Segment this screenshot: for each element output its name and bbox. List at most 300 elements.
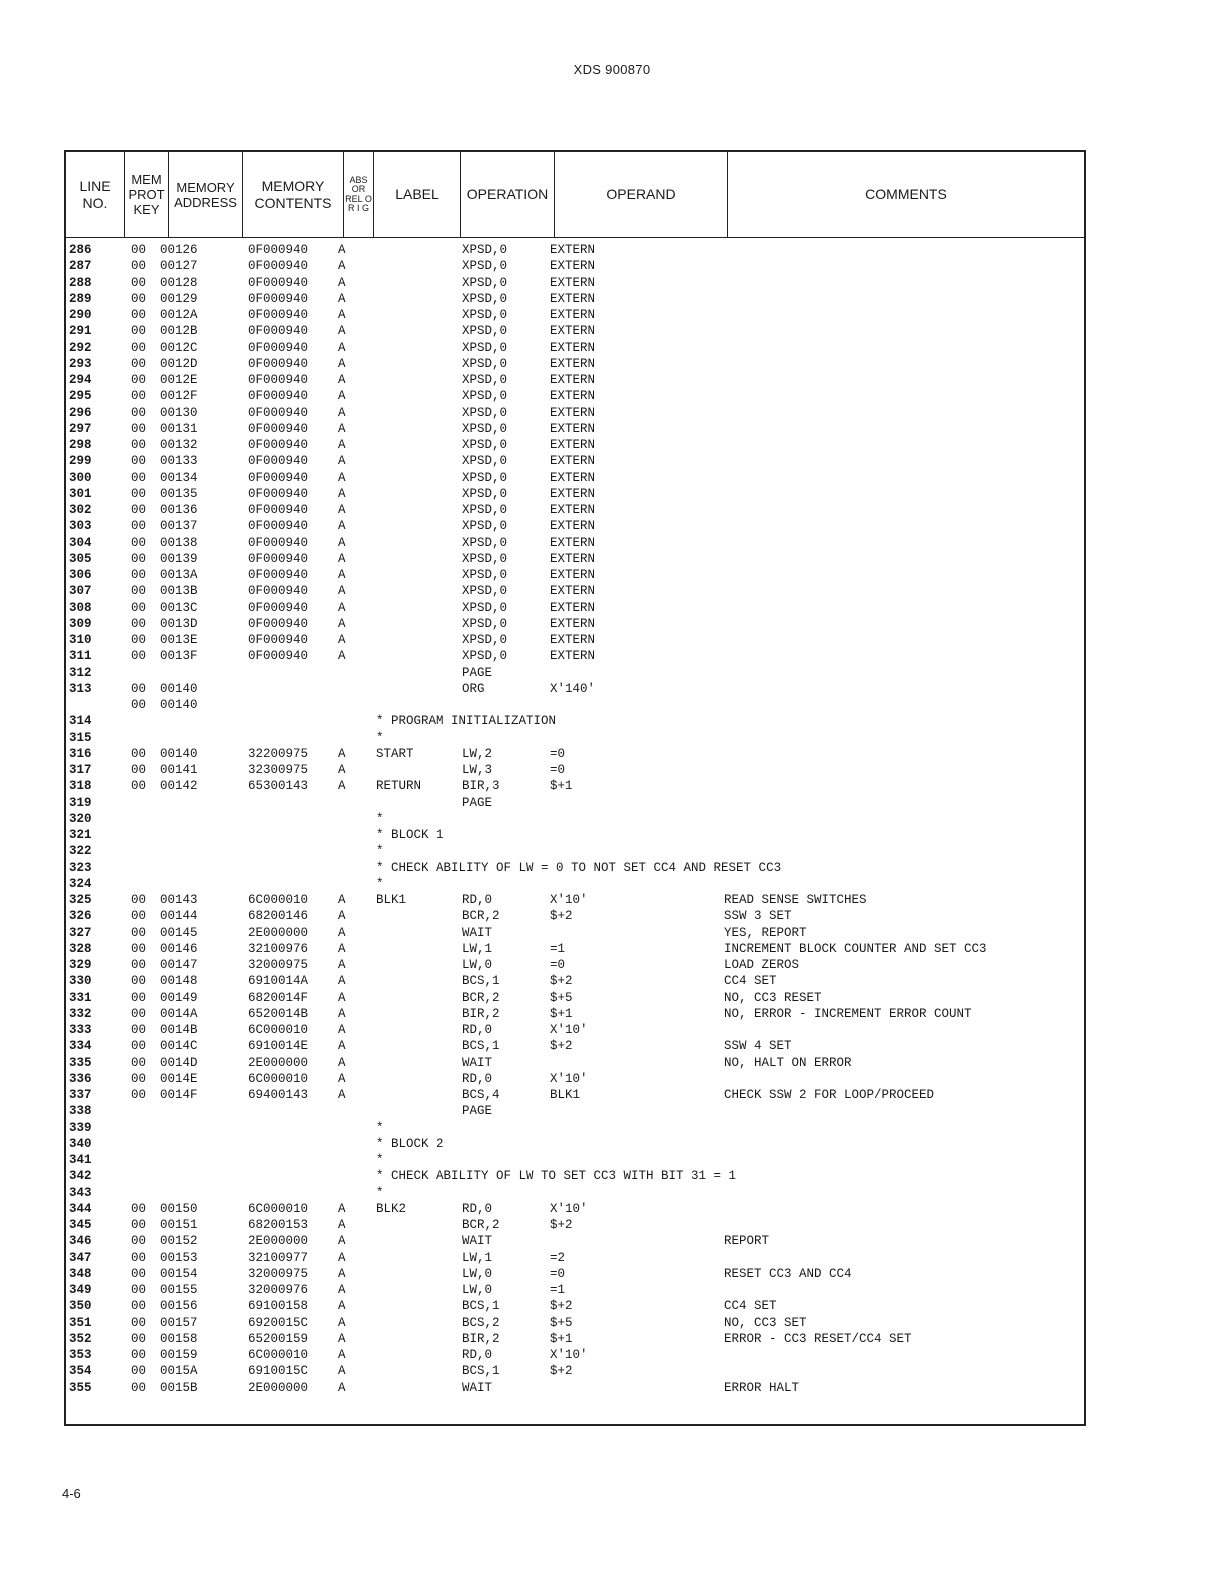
line-number: 350 — [69, 1299, 92, 1314]
comment-cell: ERROR - CC3 RESET/CC4 SET — [724, 1331, 912, 1346]
memory-address: 0015B — [160, 1380, 198, 1395]
comment-cell: CC4 SET — [724, 1299, 777, 1314]
mem-prot-key: 00 — [131, 308, 147, 322]
memory-address: 00154 — [160, 1266, 198, 1281]
operand-cell: =0 — [550, 958, 566, 972]
operation-cell: XPSD,0 — [462, 405, 508, 420]
operation-cell: BCS,4 — [462, 1088, 500, 1102]
memory-address: 0014C — [160, 1039, 198, 1054]
comment-cell: RESET CC3 AND CC4 — [724, 1266, 852, 1281]
table-row — [66, 713, 1084, 729]
abs-rel-flag: A — [338, 308, 346, 322]
memory-contents: 0F000940 — [248, 649, 309, 664]
document-header: XDS 900870 — [573, 62, 651, 77]
memory-contents: 0F000940 — [248, 519, 309, 534]
line-number: 333 — [69, 1023, 92, 1037]
operation-cell: ORG — [462, 681, 485, 696]
memory-address: 0012E — [160, 373, 198, 387]
memory-contents: 2E000000 — [248, 1380, 309, 1395]
label-cell: START — [376, 746, 414, 761]
table-row — [66, 795, 1084, 811]
memory-address: 00132 — [160, 438, 198, 452]
operand-cell: $+2 — [550, 1299, 573, 1314]
operation-cell: BCS,2 — [462, 1315, 500, 1330]
mem-prot-key: 00 — [131, 763, 147, 777]
operand-cell: EXTERN — [550, 600, 596, 615]
table-row — [66, 616, 1084, 632]
label-cell: BLK2 — [376, 1201, 407, 1216]
line-number: 308 — [69, 600, 92, 615]
operand-cell: EXTERN — [550, 438, 596, 452]
operation-cell: XPSD,0 — [462, 616, 508, 631]
operation-cell: XPSD,0 — [462, 324, 508, 339]
abs-rel-flag: A — [338, 551, 346, 566]
label-cell: * — [376, 811, 384, 826]
operation-cell: BCS,1 — [462, 1364, 500, 1379]
abs-rel-flag: A — [338, 438, 346, 452]
memory-contents: 32100977 — [248, 1250, 309, 1265]
table-row — [66, 567, 1084, 583]
memory-contents: 0F000940 — [248, 470, 309, 485]
line-number: 295 — [69, 389, 92, 404]
operand-cell: $+5 — [550, 990, 573, 1005]
table-row — [66, 648, 1084, 664]
operand-cell: EXTERN — [550, 275, 596, 290]
table-row — [66, 1022, 1084, 1038]
memory-contents: 68200153 — [248, 1218, 309, 1232]
operation-cell: XPSD,0 — [462, 389, 508, 404]
memory-contents: 0F000940 — [248, 405, 309, 420]
table-row — [66, 600, 1084, 616]
memory-address: 00134 — [160, 470, 198, 485]
table-row — [66, 1185, 1084, 1201]
memory-address: 00156 — [160, 1299, 198, 1314]
mem-prot-key: 00 — [131, 438, 147, 452]
table-row — [66, 778, 1084, 794]
operation-cell: RD,0 — [462, 1201, 493, 1216]
mem-prot-key: 00 — [131, 1071, 147, 1086]
mem-prot-key: 00 — [131, 600, 147, 615]
table-row — [66, 518, 1084, 534]
operand-cell: EXTERN — [550, 291, 596, 306]
mem-prot-key: 00 — [131, 1234, 147, 1249]
table-row — [66, 1055, 1084, 1071]
table-row — [66, 583, 1084, 599]
mem-prot-key: 00 — [131, 1006, 147, 1021]
abs-rel-flag: A — [338, 389, 346, 404]
line-number: 321 — [69, 828, 92, 842]
memory-address: 00135 — [160, 486, 198, 501]
abs-rel-flag: A — [338, 1283, 346, 1297]
memory-address: 0013E — [160, 633, 198, 647]
comment-cell: INCREMENT BLOCK COUNTER AND SET CC3 — [724, 941, 987, 956]
memory-address: 00128 — [160, 275, 198, 290]
table-row — [66, 827, 1084, 843]
operation-cell: XPSD,0 — [462, 259, 508, 274]
operand-cell: =1 — [550, 1283, 566, 1297]
line-number: 336 — [69, 1071, 92, 1086]
abs-rel-flag: A — [338, 1006, 346, 1021]
memory-contents: 0F000940 — [248, 486, 309, 501]
memory-address: 00159 — [160, 1348, 198, 1362]
operand-cell: EXTERN — [550, 584, 596, 599]
memory-address: 0015A — [160, 1364, 198, 1379]
memory-contents: 6C000010 — [248, 1348, 309, 1362]
memory-address: 00142 — [160, 779, 198, 794]
memory-address: 00150 — [160, 1201, 198, 1216]
table-row — [66, 1363, 1084, 1379]
memory-contents: 0F000940 — [248, 551, 309, 566]
operand-cell: $+2 — [550, 1218, 573, 1232]
memory-address: 00136 — [160, 503, 198, 517]
memory-contents: 0F000940 — [248, 324, 309, 339]
label-cell: * BLOCK 1 — [376, 828, 444, 842]
operation-cell: XPSD,0 — [462, 568, 508, 582]
memory-contents: 0F000940 — [248, 438, 309, 452]
memory-address: 0014D — [160, 1055, 198, 1070]
abs-rel-flag: A — [338, 373, 346, 387]
table-row — [66, 1380, 1084, 1396]
abs-rel-flag: A — [338, 519, 346, 534]
operand-cell: =1 — [550, 941, 566, 956]
memory-address: 00149 — [160, 990, 198, 1005]
operation-cell: LW,0 — [462, 958, 493, 972]
operand-cell: EXTERN — [550, 259, 596, 274]
table-row — [66, 632, 1084, 648]
operand-cell: EXTERN — [550, 324, 596, 339]
line-number: 317 — [69, 763, 92, 777]
mem-prot-key: 00 — [131, 421, 147, 436]
table-row — [66, 275, 1084, 291]
memory-address: 0014B — [160, 1023, 198, 1037]
mem-prot-key: 00 — [131, 584, 147, 599]
abs-rel-flag: A — [338, 1315, 346, 1330]
table-row — [66, 421, 1084, 437]
operand-cell: X'10' — [550, 1023, 588, 1037]
line-number: 348 — [69, 1266, 92, 1281]
memory-contents: 0F000940 — [248, 259, 309, 274]
abs-rel-flag: A — [338, 1234, 346, 1249]
label-cell: * CHECK ABILITY OF LW = 0 TO NOT SET CC4 AND RESET CC3 — [376, 860, 782, 875]
table-row — [66, 1315, 1084, 1331]
line-number: 315 — [69, 730, 92, 745]
line-number: 347 — [69, 1250, 92, 1265]
line-number: 304 — [69, 535, 92, 550]
mem-prot-key: 00 — [131, 633, 147, 647]
line-number: 344 — [69, 1201, 92, 1216]
mem-prot-key: 00 — [131, 356, 147, 371]
abs-rel-flag: A — [338, 974, 346, 989]
operation-cell: XPSD,0 — [462, 486, 508, 501]
operation-cell: LW,2 — [462, 746, 493, 761]
abs-rel-flag: A — [338, 324, 346, 339]
operation-cell: XPSD,0 — [462, 275, 508, 290]
line-number: 312 — [69, 665, 92, 680]
memory-address: 00152 — [160, 1234, 198, 1249]
memory-contents: 6C000010 — [248, 1201, 309, 1216]
abs-rel-flag: A — [338, 584, 346, 599]
comment-cell: CC4 SET — [724, 974, 777, 989]
operation-cell: XPSD,0 — [462, 503, 508, 517]
operation-cell: LW,3 — [462, 763, 493, 777]
operand-cell: X'10' — [550, 893, 588, 907]
header-memory-contents: MEMORY CONTENTS — [254, 177, 332, 211]
label-cell: RETURN — [376, 779, 422, 794]
memory-address: 0012B — [160, 324, 198, 339]
label-cell: * — [376, 730, 384, 745]
operation-cell: XPSD,0 — [462, 356, 508, 371]
abs-rel-flag: A — [338, 649, 346, 664]
abs-rel-flag: A — [338, 1299, 346, 1314]
operand-cell: EXTERN — [550, 356, 596, 371]
memory-address: 00131 — [160, 421, 198, 436]
operation-cell: XPSD,0 — [462, 243, 508, 257]
memory-address: 0013D — [160, 616, 198, 631]
memory-contents: 6C000010 — [248, 1023, 309, 1037]
operand-cell: X'10' — [550, 1348, 588, 1362]
line-number: 328 — [69, 941, 92, 956]
memory-address: 00130 — [160, 405, 198, 420]
line-number: 290 — [69, 308, 92, 322]
line-number: 351 — [69, 1315, 92, 1330]
mem-prot-key: 00 — [131, 1364, 147, 1379]
memory-contents: 6910015C — [248, 1364, 309, 1379]
mem-prot-key: 00 — [131, 1039, 147, 1054]
memory-contents: 0F000940 — [248, 243, 309, 257]
memory-address: 00127 — [160, 259, 198, 274]
memory-address: 00129 — [160, 291, 198, 306]
abs-rel-flag: A — [338, 568, 346, 582]
line-number: 324 — [69, 876, 92, 891]
operation-cell: BCS,1 — [462, 1299, 500, 1314]
abs-rel-flag: A — [338, 454, 346, 469]
operation-cell: BCR,2 — [462, 990, 500, 1005]
table-row — [66, 551, 1084, 567]
memory-contents: 0F000940 — [248, 454, 309, 469]
memory-contents: 32100976 — [248, 941, 309, 956]
line-number: 294 — [69, 373, 92, 387]
table-header-row — [66, 152, 1084, 238]
memory-contents: 32200975 — [248, 746, 309, 761]
header-mem-prot-key: MEM PROT KEY — [128, 172, 165, 217]
mem-prot-key: 00 — [131, 746, 147, 761]
line-number: 318 — [69, 779, 92, 794]
table-row — [66, 323, 1084, 339]
abs-rel-flag: A — [338, 779, 346, 794]
line-number: 319 — [69, 795, 92, 810]
memory-contents: 6920015C — [248, 1315, 309, 1330]
abs-rel-flag: A — [338, 990, 346, 1005]
operand-cell: $+1 — [550, 779, 573, 794]
label-cell: * BLOCK 2 — [376, 1136, 444, 1151]
comment-cell: NO, CC3 RESET — [724, 990, 822, 1005]
header-operand: OPERAND — [606, 186, 676, 202]
memory-contents: 0F000940 — [248, 421, 309, 436]
memory-contents: 32300975 — [248, 763, 309, 777]
abs-rel-flag: A — [338, 941, 346, 956]
table-row — [66, 973, 1084, 989]
abs-rel-flag: A — [338, 340, 346, 355]
abs-rel-flag: A — [338, 1088, 346, 1102]
table-row — [66, 990, 1084, 1006]
line-number: 331 — [69, 990, 92, 1005]
label-cell: * — [376, 1120, 384, 1135]
comment-cell: SSW 3 SET — [724, 909, 792, 924]
abs-rel-flag: A — [338, 243, 346, 257]
table-row — [66, 502, 1084, 518]
table-row — [66, 1331, 1084, 1347]
memory-contents: 69100158 — [248, 1299, 309, 1314]
operation-cell: XPSD,0 — [462, 340, 508, 355]
memory-address: 00143 — [160, 893, 198, 907]
operation-cell: PAGE — [462, 1104, 493, 1119]
abs-rel-flag: A — [338, 633, 346, 647]
memory-address: 0012D — [160, 356, 198, 371]
memory-contents: 65300143 — [248, 779, 309, 794]
table-row — [66, 291, 1084, 307]
memory-address: 00147 — [160, 958, 198, 972]
memory-address: 0012A — [160, 308, 198, 322]
table-row — [66, 1266, 1084, 1282]
table-row — [66, 811, 1084, 827]
mem-prot-key: 00 — [131, 535, 147, 550]
line-number: 300 — [69, 470, 92, 485]
memory-address: 0012C — [160, 340, 198, 355]
mem-prot-key: 00 — [131, 470, 147, 485]
label-cell: * — [376, 1185, 384, 1200]
abs-rel-flag: A — [338, 909, 346, 924]
mem-prot-key: 00 — [131, 958, 147, 972]
line-number: 330 — [69, 974, 92, 989]
table-row — [66, 681, 1084, 697]
operand-cell: EXTERN — [550, 616, 596, 631]
mem-prot-key: 00 — [131, 340, 147, 355]
line-number: 310 — [69, 633, 92, 647]
abs-rel-flag: A — [338, 616, 346, 631]
operand-cell: =0 — [550, 1266, 566, 1281]
table-row — [66, 1201, 1084, 1217]
comment-cell: SSW 4 SET — [724, 1039, 792, 1054]
line-number: 346 — [69, 1234, 92, 1249]
header-operation: OPERATION — [466, 186, 549, 202]
line-number: 326 — [69, 909, 92, 924]
line-number: 338 — [69, 1104, 92, 1119]
memory-address: 0013A — [160, 568, 198, 582]
mem-prot-key: 00 — [131, 974, 147, 989]
line-number: 355 — [69, 1380, 92, 1395]
operation-cell: PAGE — [462, 795, 493, 810]
line-number: 342 — [69, 1169, 92, 1184]
mem-prot-key: 00 — [131, 1201, 147, 1216]
operand-cell: EXTERN — [550, 503, 596, 517]
table-row — [66, 908, 1084, 924]
memory-contents: 6910014A — [248, 974, 309, 989]
line-number: 343 — [69, 1185, 92, 1200]
mem-prot-key: 00 — [131, 698, 147, 712]
operation-cell: RD,0 — [462, 1071, 493, 1086]
line-number: 316 — [69, 746, 92, 761]
abs-rel-flag: A — [338, 1023, 346, 1037]
table-row — [66, 925, 1084, 941]
operand-cell: $+1 — [550, 1006, 573, 1021]
operand-cell: EXTERN — [550, 649, 596, 664]
mem-prot-key: 00 — [131, 779, 147, 794]
abs-rel-flag: A — [338, 275, 346, 290]
memory-address: 00151 — [160, 1218, 198, 1232]
abs-rel-flag: A — [338, 1071, 346, 1086]
mem-prot-key: 00 — [131, 405, 147, 420]
mem-prot-key: 00 — [131, 1023, 147, 1037]
abs-rel-flag: A — [338, 1380, 346, 1395]
operation-cell: BCS,1 — [462, 1039, 500, 1054]
line-number: 288 — [69, 275, 92, 290]
memory-contents: 2E000000 — [248, 1055, 309, 1070]
abs-rel-flag: A — [338, 763, 346, 777]
line-number: 337 — [69, 1088, 92, 1102]
line-number: 286 — [69, 243, 92, 257]
operation-cell: LW,0 — [462, 1266, 493, 1281]
mem-prot-key: 00 — [131, 291, 147, 306]
table-row — [66, 388, 1084, 404]
memory-address: 00157 — [160, 1315, 198, 1330]
operation-cell: XPSD,0 — [462, 308, 508, 322]
program-listing-table — [64, 150, 1086, 1426]
abs-rel-flag: A — [338, 405, 346, 420]
operand-cell: $+1 — [550, 1331, 573, 1346]
operation-cell: WAIT — [462, 925, 493, 940]
abs-rel-flag: A — [338, 746, 346, 761]
memory-address: 0013C — [160, 600, 198, 615]
mem-prot-key: 00 — [131, 486, 147, 501]
memory-contents: 0F000940 — [248, 600, 309, 615]
operation-cell: XPSD,0 — [462, 421, 508, 436]
abs-rel-flag: A — [338, 1331, 346, 1346]
memory-contents: 0F000940 — [248, 308, 309, 322]
table-row — [66, 665, 1084, 681]
memory-address: 00140 — [160, 746, 198, 761]
operation-cell: LW,1 — [462, 941, 493, 956]
abs-rel-flag: A — [338, 1201, 346, 1216]
abs-rel-flag: A — [338, 1250, 346, 1265]
table-row — [66, 1152, 1084, 1168]
comment-cell: REPORT — [724, 1234, 770, 1249]
table-row — [66, 372, 1084, 388]
abs-rel-flag: A — [338, 259, 346, 274]
memory-contents: 2E000000 — [248, 1234, 309, 1249]
header-line-no: LINE NO. — [79, 177, 111, 211]
comment-cell: CHECK SSW 2 FOR LOOP/PROCEED — [724, 1088, 935, 1102]
table-row — [66, 1217, 1084, 1233]
label-cell: BLK1 — [376, 893, 407, 907]
memory-address: 00140 — [160, 698, 198, 712]
table-row — [66, 1233, 1084, 1249]
line-number: 297 — [69, 421, 92, 436]
abs-rel-flag: A — [338, 535, 346, 550]
comment-cell: NO, CC3 SET — [724, 1315, 807, 1330]
memory-contents: 0F000940 — [248, 373, 309, 387]
header-abs-rel-orig: ABS OR REL O R I G — [345, 174, 372, 213]
operation-cell: BCR,2 — [462, 1218, 500, 1232]
table-row — [66, 307, 1084, 323]
table-row — [66, 453, 1084, 469]
table-row — [66, 697, 1084, 713]
operation-cell: XPSD,0 — [462, 373, 508, 387]
operand-cell: EXTERN — [550, 308, 596, 322]
abs-rel-flag: A — [338, 1266, 346, 1281]
memory-contents: 0F000940 — [248, 389, 309, 404]
line-number: 322 — [69, 844, 92, 859]
line-number: 307 — [69, 584, 92, 599]
